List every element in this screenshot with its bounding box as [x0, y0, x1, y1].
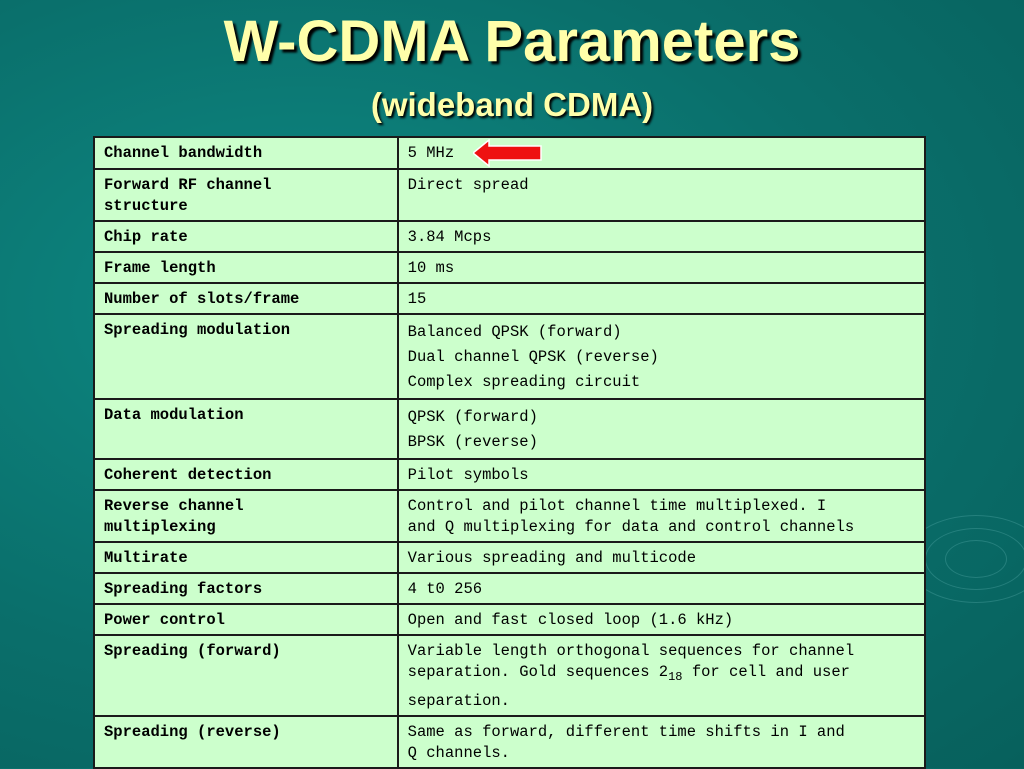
table-row: [94, 221, 925, 252]
param-line: Forward RF channel: [104, 176, 272, 194]
table-row: [94, 604, 925, 635]
value-cell: Open and fast closed loop (1.6 kHz): [398, 604, 925, 635]
table-row: [94, 573, 925, 604]
value-cell: Pilot symbols: [398, 459, 925, 490]
param-cell: [94, 490, 398, 542]
param-cell: Multirate: [94, 542, 398, 573]
param-cell: Spreading modulation: [94, 314, 398, 399]
table-row: [94, 542, 925, 573]
table-row: [94, 283, 925, 314]
table-row: [94, 490, 925, 542]
value-line: and Q multiplexing for data and control channels: [407, 518, 855, 536]
value-line: Dual channel QPSK (reverse): [407, 348, 659, 366]
value-cell: Direct spread: [398, 169, 925, 221]
param-cell: Spreading factors: [94, 573, 398, 604]
value-cell: [398, 635, 925, 716]
param-cell: Channel bandwidth: [94, 137, 398, 169]
value-cell: 10 ms: [398, 252, 925, 283]
value-cell: [398, 490, 925, 542]
value-cell: 15: [398, 283, 925, 314]
param-cell: Coherent detection: [94, 459, 398, 490]
value-line: Q channels.: [407, 744, 510, 762]
table-row: [94, 399, 925, 459]
value-line: Same as forward, different time shifts in I and: [407, 723, 845, 741]
value-cell: [398, 399, 925, 459]
table-row: [94, 252, 925, 283]
value-line: [408, 662, 915, 688]
param-cell: Spreading (forward): [94, 635, 398, 716]
param-cell: [94, 169, 398, 221]
param-cell: Number of slots/frame: [94, 283, 398, 314]
param-line: structure: [104, 197, 188, 215]
param-cell: Power control: [94, 604, 398, 635]
table-row: [94, 459, 925, 490]
table-row: [94, 635, 925, 716]
value-line: Complex spreading circuit: [407, 373, 641, 391]
value-text: for cell and user: [682, 663, 850, 681]
table-row: [94, 314, 925, 399]
value-cell: [398, 314, 925, 399]
param-cell: Spreading (reverse): [94, 716, 398, 768]
value-line: QPSK (forward): [407, 408, 538, 426]
param-line: multiplexing: [104, 518, 216, 536]
value-cell: [398, 716, 925, 768]
value-line: Balanced QPSK (forward): [407, 323, 622, 341]
value-line: Variable length orthogonal sequences for channel: [407, 642, 855, 660]
table-row: [94, 169, 925, 221]
slide-title: W-CDMA Parameters: [223, 9, 801, 74]
subscript-text: 18: [668, 670, 683, 684]
param-cell: Frame length: [94, 252, 398, 283]
value-cell: Various spreading and multicode: [398, 542, 925, 573]
parameters-table: [93, 136, 926, 769]
param-line: Reverse channel: [104, 497, 244, 515]
value-line: Control and pilot channel time multiplexed. I: [407, 497, 827, 515]
value-cell: 5 MHz: [398, 137, 925, 169]
parameters-table-container: [93, 136, 926, 768]
param-cell: Chip rate: [94, 221, 398, 252]
value-cell: 4 t0 256: [398, 573, 925, 604]
slide-subtitle: (wideband CDMA): [370, 86, 654, 123]
table-row: [94, 716, 925, 768]
param-cell: Data modulation: [94, 399, 398, 459]
left-arrow-icon: [473, 139, 543, 167]
value-text: separation. Gold sequences 2: [407, 663, 669, 681]
value-cell: 3.84 Mcps: [398, 221, 925, 252]
value-line: separation.: [407, 692, 510, 710]
value-line: BPSK (reverse): [407, 433, 538, 451]
